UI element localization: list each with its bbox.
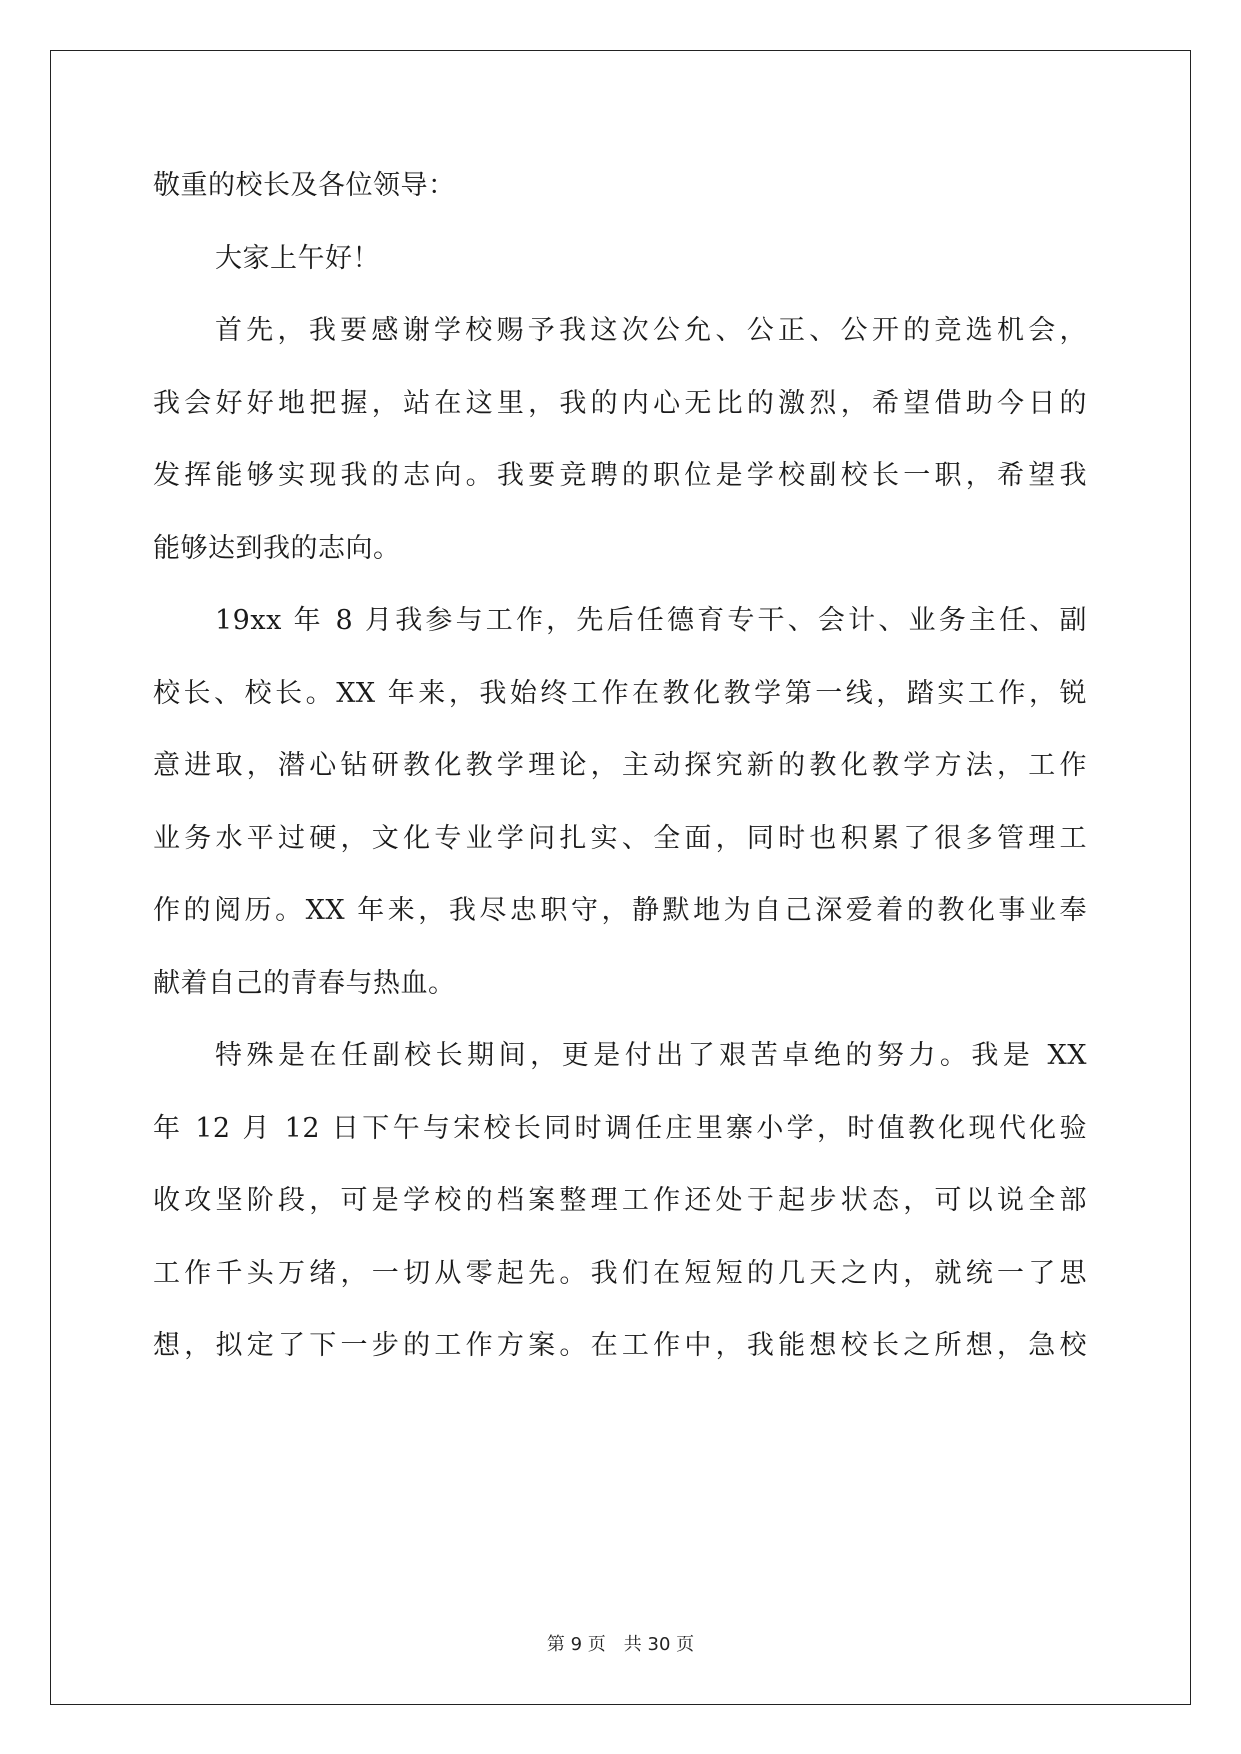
text-line: 作的阅历。XX 年来，我尽忠职守，静默地为自己深爱着的教化事业奉 <box>153 895 1087 926</box>
text-line: 我会好好地把握，站在这里，我的内心无比的激烈，希望借助今日的 <box>153 387 1087 419</box>
text-line: 19xx 年 8 月我参与工作，先后任德育专干、会计、业务主任、副 <box>215 605 1087 636</box>
text-line: 年 12 月 12 日下午与宋校长同时调任庄里寨小学，时值教化现代化验 <box>153 1112 1087 1144</box>
text-line: 献着自己的青春与热血。 <box>153 967 456 999</box>
text-line: 大家上午好！ <box>215 242 380 274</box>
text-line: 发挥能够实现我的志向。我要竞聘的职位是学校副校长一职，希望我 <box>153 460 1087 491</box>
text-line: 意进取，潜心钻研教化教学理论，主动探究新的教化教学方法，工作 <box>153 750 1087 781</box>
text-line: 校长、校长。XX 年来，我始终工作在教化教学第一线，踏实工作，锐 <box>153 677 1087 709</box>
text-line: 收攻坚阶段，可是学校的档案整理工作还处于起步状态，可以说全部 <box>153 1185 1087 1216</box>
text-line: 特殊是在任副校长期间，更是付出了艰苦卓绝的努力。我是 XX <box>215 1040 1087 1071</box>
text-line: 工作千头万绪，一切从零起先。我们在短短的几天之内，就统一了思 <box>153 1257 1087 1289</box>
text-line: 能够达到我的志向。 <box>153 532 401 564</box>
document-body <box>153 168 1087 1401</box>
text-line: 敬重的校长及各位领导： <box>153 170 456 201</box>
text-line: 首先，我要感谢学校赐予我这次公允、公正、公开的竞选机会， <box>215 315 1087 346</box>
page-number: 第 9 页 共 30 页 <box>546 1634 695 1655</box>
text-line: 想，拟定了下一步的工作方案。在工作中，我能想校长之所想，急校 <box>153 1330 1087 1361</box>
text-line: 业务水平过硬，文化专业学问扎实、全面，同时也积累了很多管理工 <box>153 822 1087 854</box>
page-footer <box>0 1630 1241 1656</box>
